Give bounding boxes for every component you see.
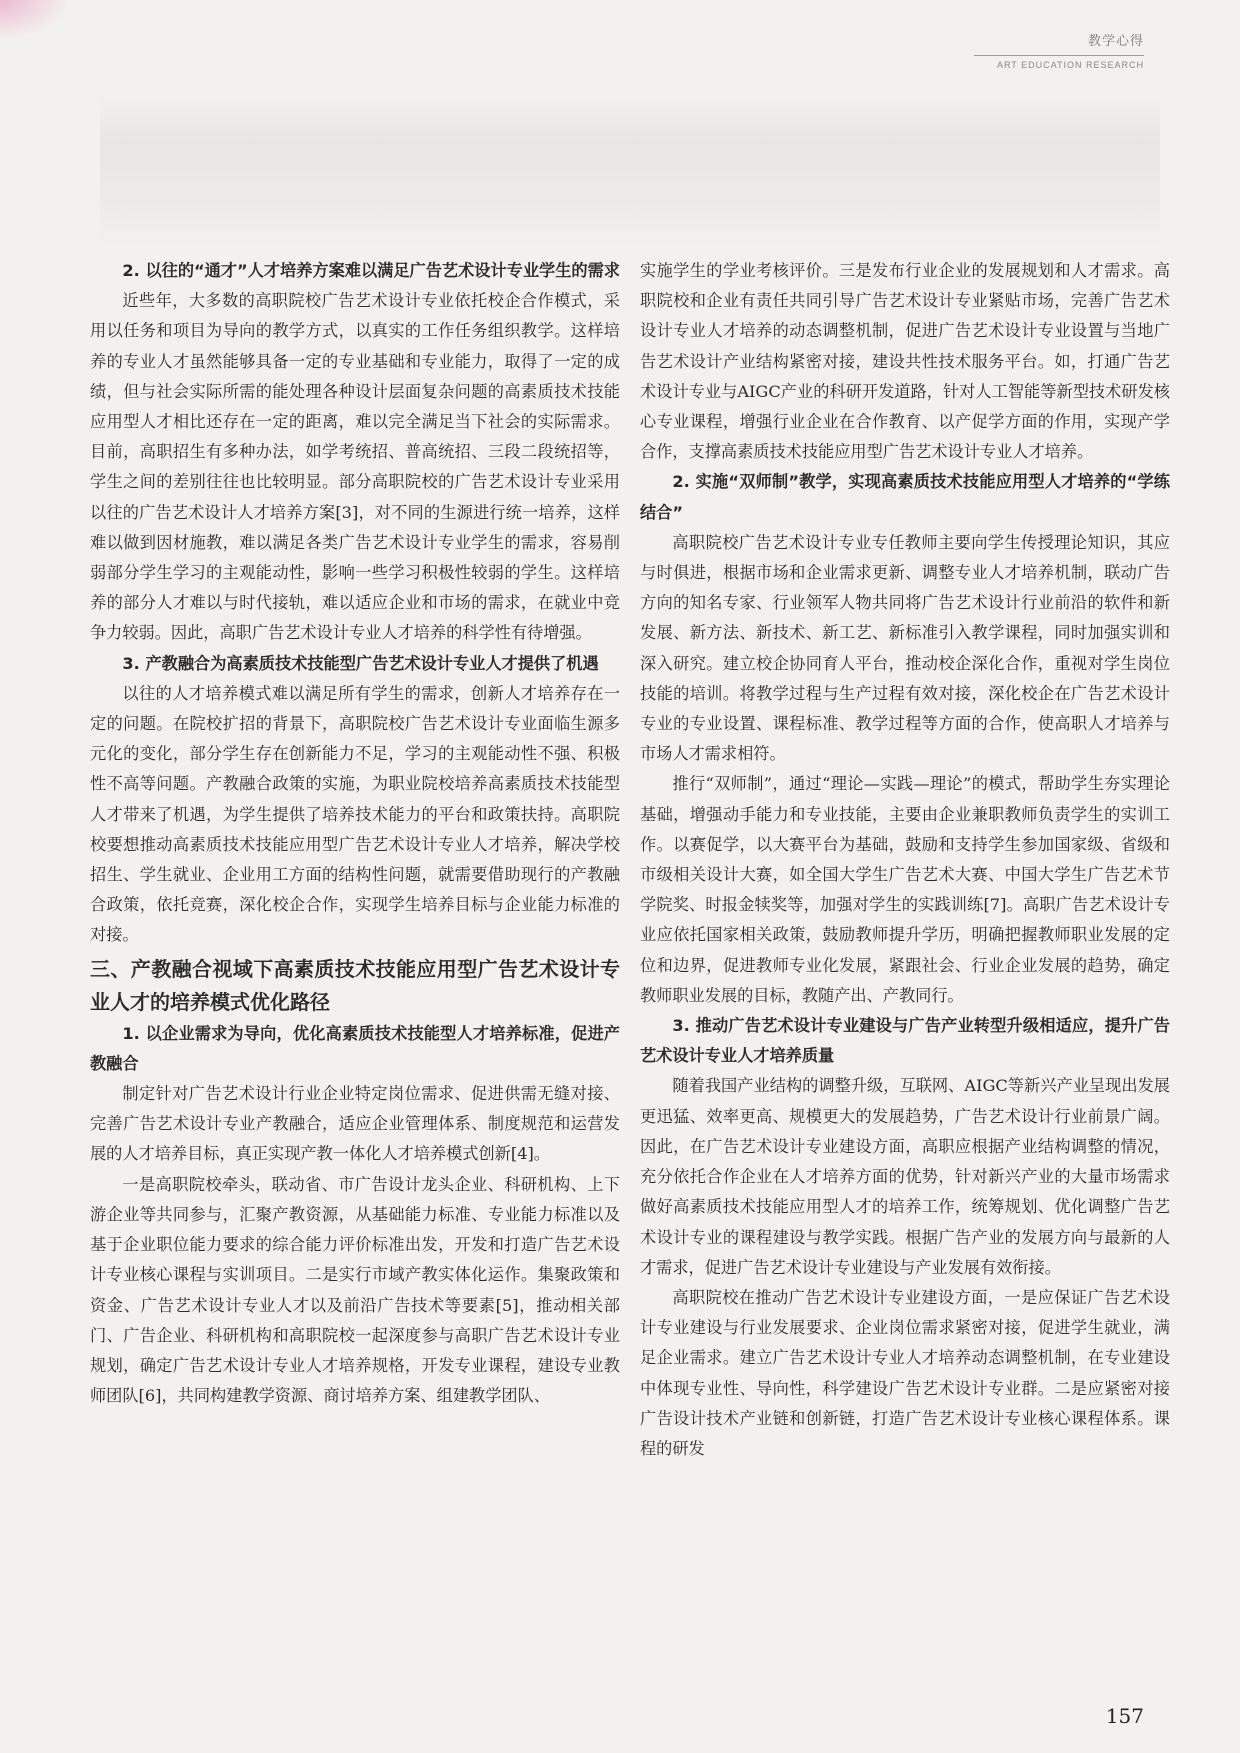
paragraph: 以往的人才培养模式难以满足所有学生的需求，创新人才培养存在一定的问题。在院校扩招的背景下，高职院校广告艺术设计专业面临生源多元化的变化，部分学生存在创新能力不足，学习的主观能动性不强、积极性不高等问题。产教融合政策的实施，为职业院校培养高素质技术技能型人才带来了机遇，为学生提供了培养技术能力的平台和政策扶持。高职院校要想推动高素质技术技能应用型广告艺术设计专业人才培养，解决学校招生、学生就业、企业用工方面的结构性问题，就需要借助现行的产教融合政策，依托竞赛，深化校企合作，实现学生培养目标与企业能力标准的对接。 (90, 683, 620, 945)
subheading-promote-construction: 3. 推动广告艺术设计专业建设与广告产业转型升级相适应，提升广告艺术设计专业人才培养质量 (640, 1016, 1170, 1066)
paragraph: 一是高职院校牵头，联动省、市广告设计龙头企业、科研机构、上下游企业等共同参与，汇聚产教资源，从基础能力标准、专业能力标准以及基于企业职位能力要求的综合能力评价标准出发，开发和打造广告艺术设计专业核心课程与实训项目。二是实行市域产教实体化运作。集聚政策和资金、广告艺术设计专业人才以及前沿广告技术等要素[5]，推动相关部门、广告企业、科研机构和高职院校一起深度参与高职广告艺术设计专业规划，确定广告艺术设计专业人才培养规格，开发专业课程，建设专业教师团队[6]，共同构建教学资源、商讨培养方案、组建教学团队、 (90, 1174, 620, 1406)
page-number: 157 (1105, 1704, 1144, 1728)
running-header (974, 30, 1144, 70)
subheading-enterprise-demand: 1. 以企业需求为导向，优化高素质技术技能型人才培养标准，促进产教融合 (90, 1023, 620, 1073)
subheading-dual-teacher: 2. 实施“双师制”教学，实现高素质技术技能应用型人才培养的“学练结合” (640, 472, 1170, 522)
paragraph: 近些年，大多数的高职院校广告艺术设计专业依托校企合作模式，采用以任务和项目为导向的教学方式，以真实的工作任务组织教学。这样培养的专业人才虽然能够具备一定的专业基础和专业能力，取得了一定的成绩，但与社会实际所需的能处理各种设计层面复杂问题的高素质技术技能应用型人才相比还存在一定的距离，难以完全满足当下社会的实际需求。目前，高职招生有多种办法，如学考统招、普高统招、三段二段统招等，学生之间的差别往往也比较明显。部分高职院校的广告艺术设计专业采用以往的广告艺术设计人才培养方案[3]，对不同的生源进行统一培养，这样难以做到因材施教，难以满足各类广告艺术设计专业学生的需求，容易削弱部分学生学习的主观能动性，影响一些学习积极性较弱的学生。这样培养的部分人才难以与时代接轨，难以适应企业和市场的需求，在就业中竞争力较弱。因此，高职广告艺术设计专业人才培养的科学性有待增强。 (90, 291, 620, 643)
paragraph-continued: 实施学生的学业考核评价。三是发布行业企业的发展规划和人才需求。高职院校和企业有责任共同引导广告艺术设计专业紧贴市场，完善广告艺术设计专业人才培养的动态调整机制，促进广告艺术设计专业设置与当地广告艺术设计产业结构紧密对接，建设共性技术服务平台。如，打通广告艺术设计专业与AIGC产业的科研开发道路，针对人工智能等新型技术研发核心专业课程，增强行业企业在合作教育、以产促学方面的作用，实现产学合作，支撑高素质技术技能应用型广告艺术设计专业人才培养。 (640, 261, 1170, 462)
paragraph: 随着我国产业结构的调整升级，互联网、AIGC等新兴产业呈现出发展更迅猛、效率更高、规模更大的发展趋势，广告艺术设计行业前景广阔。因此，在广告艺术设计专业建设方面，高职应根据产业结构调整的情况，充分依托合作企业在人才培养方面的优势，针对新兴产业的大量市场需求做好高素质技术技能应用型人才的培养工作，统筹规划、优化调整广告艺术设计专业的课程建设与教学实践。根据广告产业的发展方向与最新的人才需求，促进广告艺术设计专业建设与产业发展有效衔接。 (640, 1076, 1170, 1277)
section-heading-3: 三、产教融合视域下高素质技术技能应用型广告艺术设计专业人才的培养模式优化路径 (90, 956, 620, 1014)
header-magazine-name: ART EDUCATION RESEARCH (996, 60, 1144, 70)
subheading-opportunity: 3. 产教融合为高素质技术技能型广告艺术设计专业人才提供了机遇 (122, 653, 599, 673)
paragraph: 高职院校广告艺术设计专业专任教师主要向学生传授理论知识，其应与时俱进，根据市场和企业需求更新、调整专业人才培养机制，联动广告方向的知名专家、行业领军人物共同将广告艺术设计行业前沿的软件和新发展、新方法、新技术、新工艺、新标准引入教学课程，同时加强实训和深入研究。建立校企协同育人平台，推动校企深化合作，重视对学生岗位技能的培训。将教学过程与生产过程有效对接，深化校企在广告艺术设计专业的专业设置、课程标准、教学过程等方面的合作，使高职人才培养与市场人才需求相符。 (640, 532, 1170, 764)
header-rule (974, 55, 1144, 56)
paragraph: 高职院校在推动广告艺术设计专业建设方面，一是应保证广告艺术设计专业建设与行业发展要求、企业岗位需求紧密对接，促进学生就业，满足企业需求。建立广告艺术设计专业人才培养动态调整机制，在专业建设中体现专业性、导向性，科学建设广告艺术设计专业群。二是应紧密对接广告设计技术产业链和创新链，打造广告艺术设计专业核心课程体系。课程的研发 (640, 1287, 1170, 1458)
bleed-through-shadow (100, 96, 1160, 246)
page-corner-mark (0, 0, 70, 40)
paragraph: 推行“双师制”，通过“理论—实践—理论”的模式，帮助学生夯实理论基础，增强动手能力和专业技能，主要由企业兼职教师负责学生的实训工作。以赛促学，以大赛平台为基础，鼓励和支持学生参加国家级、省级和市级相关设计大赛，如全国大学生广告艺术大赛、中国大学生广告艺术节学院奖、时报金犊奖等，加强对学生的实践训练[7]。高职广告艺术设计专业应依托国家相关政策，鼓励教师提升学历，明确把握教师职业发展的定位和边界，促进教师专业化发展，紧跟社会、行业企业发展的趋势，确定教师职业发展的目标，教随产出、产教同行。 (640, 774, 1170, 1005)
left-column (90, 256, 620, 1411)
right-column (640, 256, 1170, 1464)
paragraph: 制定针对广告艺术设计行业企业特定岗位需求、促进供需无缝对接、完善广告艺术设计专业产教融合，适应企业管理体系、制度规范和运营发展的人才培养目标，真正实现产教一体化人才培养模式创新[4]。 (90, 1084, 620, 1164)
header-section-title: 教学心得 (1087, 34, 1144, 49)
subheading-general-talent: 2. 以往的“通才”人才培养方案难以满足广告艺术设计专业学生的需求 (122, 261, 620, 280)
